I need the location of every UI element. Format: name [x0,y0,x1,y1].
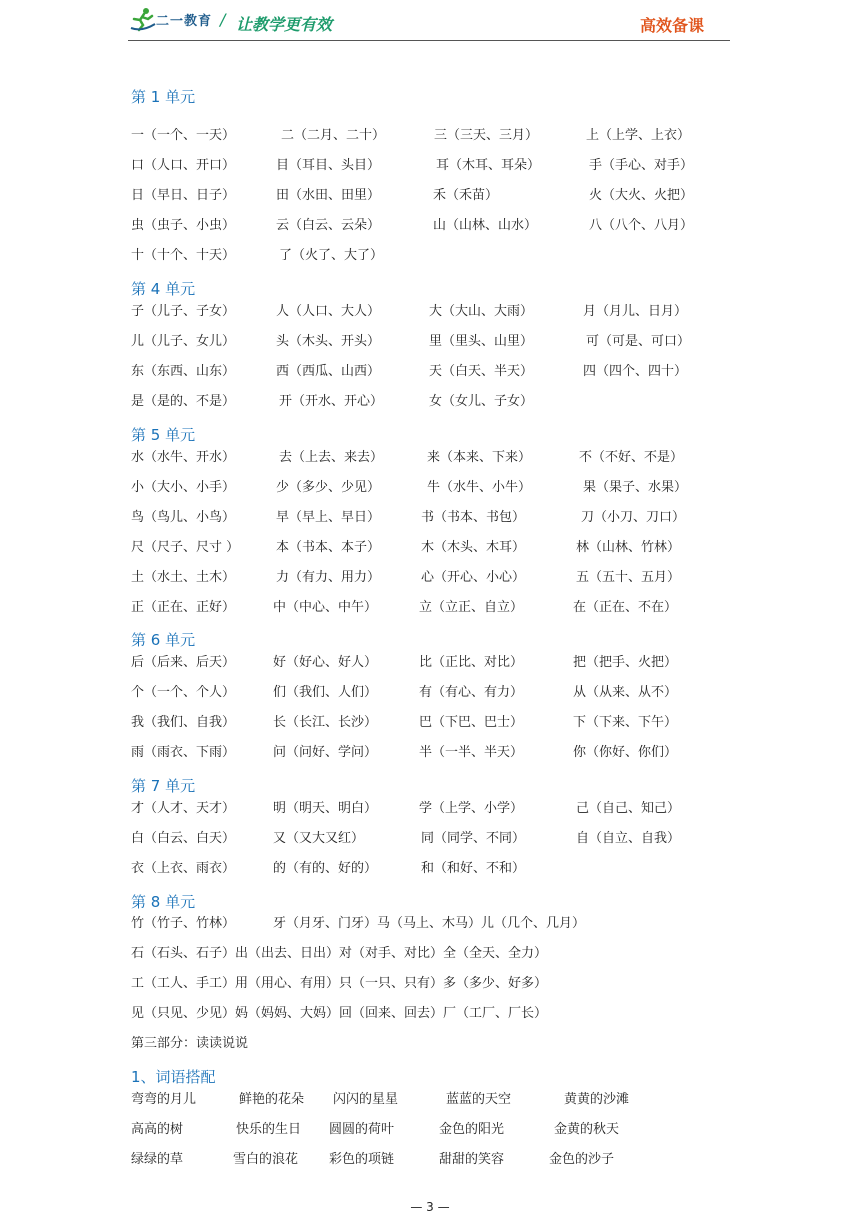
word-entry: 开（开水、开心） [279,394,384,409]
word-entry: 问（问好、学问） [273,745,378,760]
word-entry: 白（白云、白天） [131,831,236,846]
word-entry: 尺（尺子、尺寸 ） [131,540,240,555]
word-entry: 一（一个、一天） [131,128,236,143]
word-entry: 虫（虫子、小虫） [131,218,236,233]
word-entry: 半（一半、半天） [419,745,524,760]
word-entry: 十（十个、十天） [131,248,236,263]
word-entry: 又（又大又红） [273,831,365,846]
word-entry: 天（白天、半天） [429,364,534,379]
word-row [131,476,731,496]
word-entry: 后（后来、后天） [131,655,236,670]
word-entry: 在（正在、不在） [573,600,678,615]
phrase-row [131,1148,731,1168]
word-entry: 衣（上衣、雨衣） [131,861,236,876]
word-entry: 竹（竹子、竹林） [131,916,236,931]
word-entry: 雨（雨衣、下雨） [131,745,236,760]
word-row [131,330,731,350]
logo-text: 二一教育 [156,14,213,29]
phrase: 圆圆的荷叶 [329,1122,395,1137]
word-entry: 可（可是、可口） [586,334,691,349]
word-row [131,124,731,144]
phrase: 金色的阳光 [439,1122,505,1137]
word-line: 石（石头、石子）出（出去、日出）对（对手、对比）全（全天、全力） [131,946,548,961]
word-entry: 学（上学、小学） [419,801,524,816]
phrase: 蓝蓝的天空 [446,1092,512,1107]
part-heading: 第三部分：读读说说 [131,1036,249,1051]
word-entry: 女（女儿、子女） [429,394,534,409]
word-entry: 比（正比、对比） [419,655,524,670]
word-entry: 正（正在、正好） [131,600,236,615]
word-row [131,566,731,586]
word-entry: 好（好心、好人） [273,655,378,670]
word-entry: 从（从来、从不） [573,685,678,700]
word-entry: 个（一个、个人） [131,685,236,700]
word-entry: 大（大山、大雨） [429,304,534,319]
word-row [131,681,731,701]
runner-logo-icon [130,6,156,32]
word-row [131,827,731,847]
word-entry: 山（山林、山水） [433,218,538,233]
word-row [131,596,731,616]
word-entry: 里（里头、山里） [429,334,534,349]
word-entry: 手（手心、对手） [589,158,694,173]
unit-title: 第 5 单元 [131,426,196,444]
unit-title: 第 7 单元 [131,777,196,795]
phrase: 甜甜的笑容 [439,1152,505,1167]
word-entry: 巴（下巴、巴士） [419,715,524,730]
header-divider: / [220,10,226,29]
word-row [131,711,731,731]
word-entry: 中（中心、中午） [273,600,378,615]
word-entry: 我（我们、自我） [131,715,236,730]
word-entry: 来（本来、下来） [427,450,532,465]
phrase: 高高的树 [131,1122,184,1137]
word-entry: 四（四个、四十） [583,364,688,379]
page-header [128,0,730,41]
word-row [131,300,731,320]
word-entry: 不（不好、不是） [579,450,684,465]
word-entry: 日（早日、日子） [131,188,236,203]
word-row [131,857,731,877]
word-row [131,184,731,204]
word-entry: 刀（小刀、刀口） [581,510,686,525]
word-entry: 土（水土、土木） [131,570,236,585]
word-entry: 心（开心、小心） [421,570,526,585]
word-row [131,446,731,466]
word-entry: 才（人才、天才） [131,801,236,816]
word-entry: 木（木头、木耳） [421,540,526,555]
phrase: 绿绿的草 [131,1152,184,1167]
header-corner-label: 高效备课 [639,16,704,35]
word-row [131,912,731,932]
word-entry: 三（三天、三月） [434,128,539,143]
word-entry: 云（白云、云朵） [276,218,381,233]
word-entry: 八（八个、八月） [589,218,694,233]
word-entry: 儿（儿子、女儿） [131,334,236,349]
word-entry: 人（人口、大人） [276,304,381,319]
word-entry: 把（把手、火把） [573,655,678,670]
word-entry: 你（你好、你们） [573,745,678,760]
word-row [131,154,731,174]
word-row [131,651,731,671]
word-entry: 力（有力、用力） [276,570,381,585]
header-slogan: 让教学更有效 [236,15,333,34]
phrase: 雪白的浪花 [233,1152,299,1167]
word-line: 工（工人、手工）用（用心、有用）只（一只、只有）多（多少、好多） [131,976,548,991]
word-entry: 五（五十、五月） [576,570,681,585]
word-row [131,244,731,264]
unit-title: 第 6 单元 [131,631,196,649]
word-entry: 们（我们、人们） [273,685,378,700]
phrase: 金色的沙子 [549,1152,615,1167]
subsection-title: 1、词语搭配 [131,1068,216,1086]
word-entry: 田（水田、田里） [276,188,381,203]
page-number: — 3 — [410,1200,450,1214]
word-row [131,536,731,556]
word-entry: 二（二月、二十） [281,128,386,143]
phrase: 金黄的秋天 [554,1122,620,1137]
word-entry: 有（有心、有力） [419,685,524,700]
word-entry: 目（耳目、头目） [276,158,381,173]
word-entry: 本（书本、本子） [276,540,381,555]
word-entry: 长（长江、长沙） [273,715,378,730]
word-row [131,797,731,817]
word-entry: 果（果子、水果） [583,480,688,495]
word-entry: 上（上学、上衣） [586,128,691,143]
word-entry: 的（有的、好的） [273,861,378,876]
word-line: 见（只见、少见）妈（妈妈、大妈）回（回来、回去）厂（工厂、厂长） [131,1006,548,1021]
word-entry: 同（同学、不同） [421,831,526,846]
word-entry: 禾（禾苗） [433,188,499,203]
word-entry: 和（和好、不和） [421,861,526,876]
word-entry: 早（早上、早日） [276,510,381,525]
word-row [131,506,731,526]
unit-title: 第 4 单元 [131,280,196,298]
unit-title: 第 1 单元 [131,88,196,106]
word-entry: 头（木头、开头） [276,334,381,349]
word-entry: 小（大小、小手） [131,480,236,495]
word-entry: 火（大火、火把） [589,188,694,203]
phrase: 黄黄的沙滩 [564,1092,630,1107]
word-entry: 鸟（鸟儿、小鸟） [131,510,236,525]
word-entry: 少（多少、少见） [276,480,381,495]
logo [130,6,220,32]
word-entry: 立（立正、自立） [419,600,524,615]
phrase: 彩色的项链 [329,1152,395,1167]
word-entry: 下（下来、下午） [573,715,678,730]
word-entry: 水（水牛、开水） [131,450,236,465]
phrase-row [131,1118,731,1138]
word-entry: 了（火了、大了） [279,248,384,263]
phrase: 快乐的生日 [236,1122,302,1137]
phrase: 闪闪的星星 [333,1092,399,1107]
word-entry: 牛（水牛、小牛） [427,480,532,495]
word-row [131,360,731,380]
word-entry: 己（自己、知己） [576,801,681,816]
phrase: 鲜艳的花朵 [239,1092,305,1107]
word-entry: 去（上去、来去） [279,450,384,465]
phrase: 弯弯的月儿 [131,1092,197,1107]
word-entry: 子（儿子、子女） [131,304,236,319]
word-entry: 林（山林、竹林） [576,540,681,555]
word-entry: 西（西瓜、山西） [276,364,381,379]
word-row [131,214,731,234]
word-entry: 明（明天、明白） [273,801,378,816]
word-entry: 书（书本、书包） [421,510,526,525]
word-entry: 自（自立、自我） [576,831,681,846]
word-entry: 口（人口、开口） [131,158,236,173]
word-row [131,741,731,761]
word-entry: 耳（木耳、耳朵） [436,158,541,173]
word-entry: 牙（月牙、门牙）马（马上、木马）儿（几个、几月） [273,916,586,931]
word-entry: 月（月儿、日月） [583,304,688,319]
unit-title: 第 8 单元 [131,893,196,911]
word-row [131,390,731,410]
word-entry: 东（东西、山东） [131,364,236,379]
phrase-row [131,1088,731,1108]
word-entry: 是（是的、不是） [131,394,236,409]
